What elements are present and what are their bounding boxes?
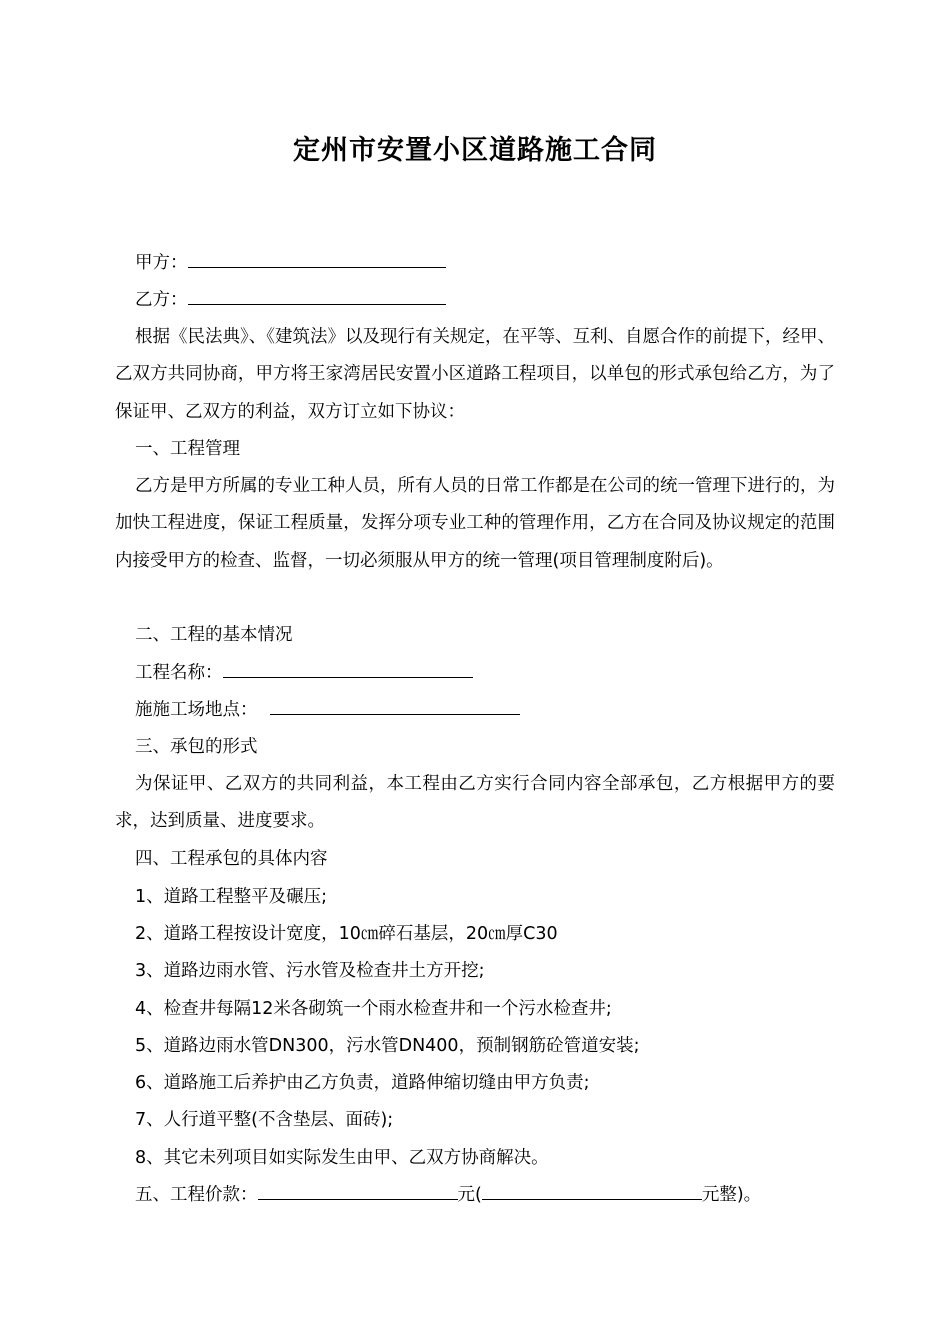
- section5-heading: 五、工程价款：: [135, 1185, 258, 1205]
- party-a-label: 甲方：: [135, 253, 188, 273]
- site-blank[interactable]: [270, 694, 520, 715]
- section2-heading: 二、工程的基本情况: [135, 625, 293, 645]
- section3-body: 为保证甲、乙双方的共同利益，本工程由乙方实行合同内容全部承包，乙方根据甲方的要求，达到质量、进度要求。: [115, 774, 835, 832]
- project-name-blank[interactable]: [223, 657, 473, 678]
- site-label: 施施工场地点：: [135, 700, 258, 720]
- section3-heading: 三、承包的形式: [135, 737, 258, 757]
- party-b-blank[interactable]: [188, 284, 446, 305]
- project-name-label: 工程名称：: [135, 663, 223, 683]
- list-item: 1、道路工程整平及碾压;: [135, 887, 328, 907]
- list-item: 3、道路边雨水管、污水管及检查井土方开挖;: [135, 961, 485, 981]
- section1-heading: 一、工程管理: [135, 439, 240, 459]
- party-a-blank[interactable]: [188, 247, 446, 268]
- price-unit-1: 元(: [457, 1185, 482, 1205]
- project-name-line: [115, 655, 860, 692]
- price-unit-2: 元整)。: [701, 1185, 762, 1205]
- party-a-line: [115, 245, 860, 282]
- site-line: [115, 692, 860, 729]
- list-item: 5、道路边雨水管DN300，污水管DN400，预制钢筋砼管道安装;: [135, 1036, 640, 1056]
- section5-price-line: [115, 1177, 860, 1214]
- party-b-line: [115, 282, 860, 319]
- preamble-paragraph: 根据《民法典》、《建筑法》以及现行有关规定，在平等、互利、自愿合作的前提下，经甲、乙双方共同协商，甲方将王家湾居民安置小区道路工程项目，以单包的形式承包给乙方，为了保证甲、乙双方的利益，双方订立如下协议：: [115, 327, 835, 422]
- price-number-blank[interactable]: [258, 1179, 458, 1200]
- section4-heading: 四、工程承包的具体内容: [135, 849, 328, 869]
- section1-body: 乙方是甲方所属的专业工种人员，所有人员的日常工作都是在公司的统一管理下进行的，为加快工程进度，保证工程质量，发挥分项专业工种的管理作用，乙方在合同及协议规定的范围内接受甲方的检查、监督，一切必须服从甲方的统一管理(项目管理制度附后)。: [115, 476, 835, 571]
- list-item: 8、其它未列项目如实际发生由甲、乙双方协商解决。: [135, 1148, 549, 1168]
- list-item: 2、道路工程按设计宽度，10㎝碎石基层，20㎝厚C30: [135, 924, 558, 944]
- document-title: 定州市安置小区道路施工合同: [293, 135, 657, 166]
- party-b-label: 乙方：: [135, 290, 188, 310]
- list-item: 6、道路施工后养护由乙方负责，道路伸缩切缝由甲方负责;: [135, 1073, 590, 1093]
- list-item: 7、人行道平整(不含垫层、面砖);: [135, 1110, 394, 1130]
- price-words-blank[interactable]: [482, 1179, 702, 1200]
- list-item: 4、检查井每隔12米各砌筑一个雨水检查井和一个污水检查井;: [135, 999, 612, 1019]
